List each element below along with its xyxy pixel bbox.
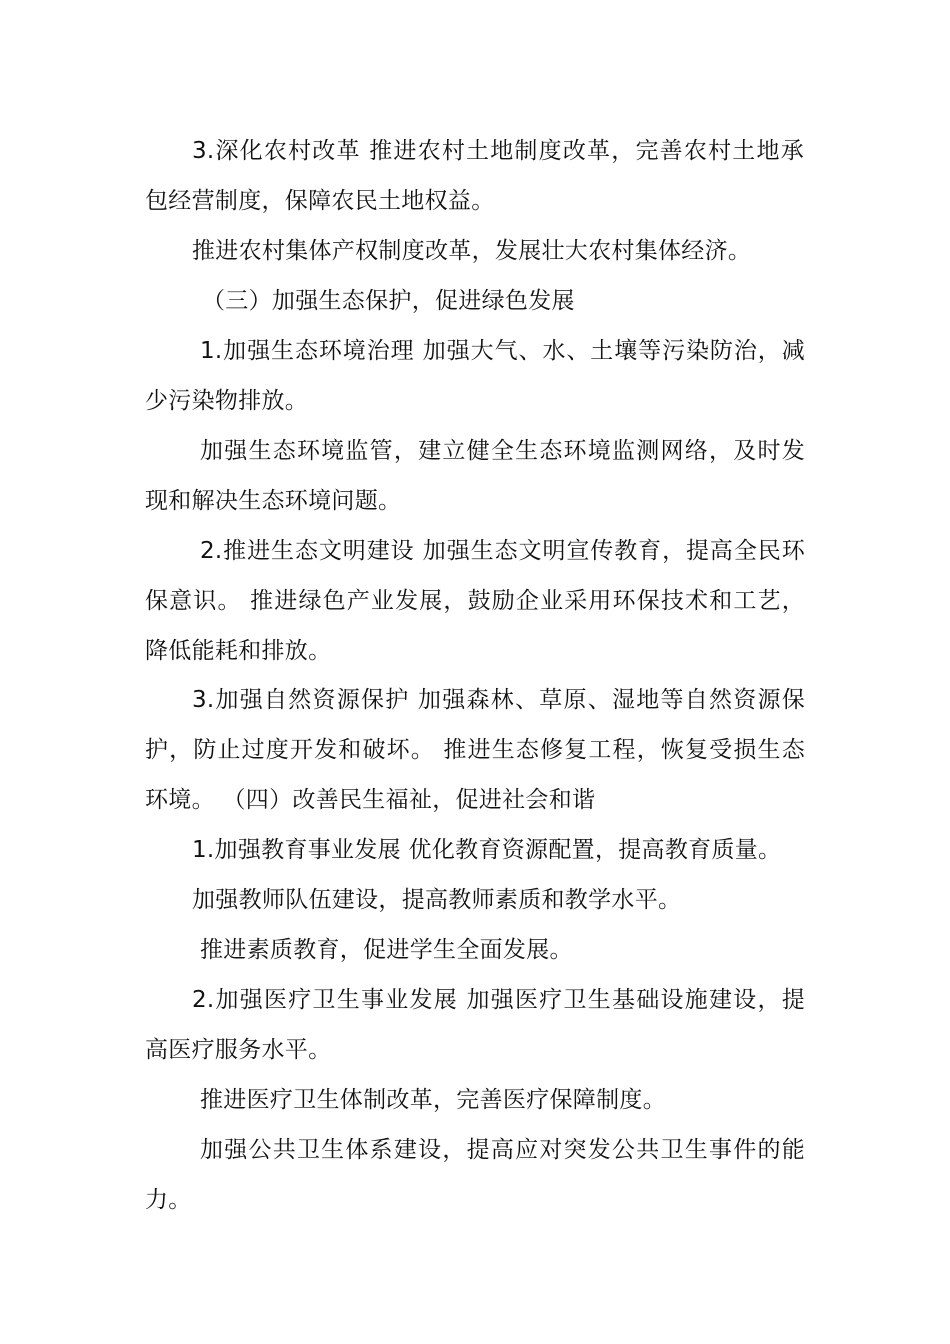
text-line: 少污染物排放。: [145, 388, 309, 414]
text-line: 3.深化农村改革 推进农村土地制度改革，完善农村土地承: [192, 138, 804, 164]
text-line: 力。: [145, 1187, 192, 1213]
text-line: 1.加强生态环境治理 加强大气、水、土壤等污染防治，减: [200, 338, 805, 364]
text-line: 3.加强自然资源保护 加强森林、草原、湿地等自然资源保: [192, 687, 805, 713]
text-line: 环境。 （四）改善民生福祉，促进社会和谐: [145, 787, 596, 813]
text-line: 推进素质教育，促进学生全面发展。: [200, 937, 573, 963]
section-heading: （三）加强生态保护，促进绿色发展: [202, 288, 575, 314]
text-line: 加强公共卫生体系建设，提高应对突发公共卫生事件的能: [200, 1137, 805, 1163]
text-line: 推进农村集体产权制度改革，发展壮大农村集体经济。: [192, 238, 752, 264]
text-line: 推进医疗卫生体制改革，完善医疗保障制度。: [200, 1087, 666, 1113]
text-line: 现和解决生态环境问题。: [145, 488, 402, 514]
text-line: 2.推进生态文明建设 加强生态文明宣传教育，提高全民环: [200, 538, 805, 564]
text-line: 2.加强医疗卫生事业发展 加强医疗卫生基础设施建设，提: [192, 987, 805, 1013]
text-line: 护，防止过度开发和破坏。 推进生态修复工程，恢复受损生态: [145, 737, 805, 763]
text-line: 高医疗服务水平。: [145, 1037, 332, 1063]
text-line: 1.加强教育事业发展 优化教育资源配置，提高教育质量。: [192, 837, 782, 863]
text-line: 保意识。 推进绿色产业发展，鼓励企业采用环保技术和工艺，: [145, 588, 805, 614]
text-line: 降低能耗和排放。: [145, 638, 332, 664]
text-line: 加强生态环境监管，建立健全生态环境监测网络，及时发: [200, 438, 805, 464]
text-line: 包经营制度，保障农民土地权益。: [145, 188, 495, 214]
text-line: 加强教师队伍建设，提高教师素质和教学水平。: [192, 887, 682, 913]
